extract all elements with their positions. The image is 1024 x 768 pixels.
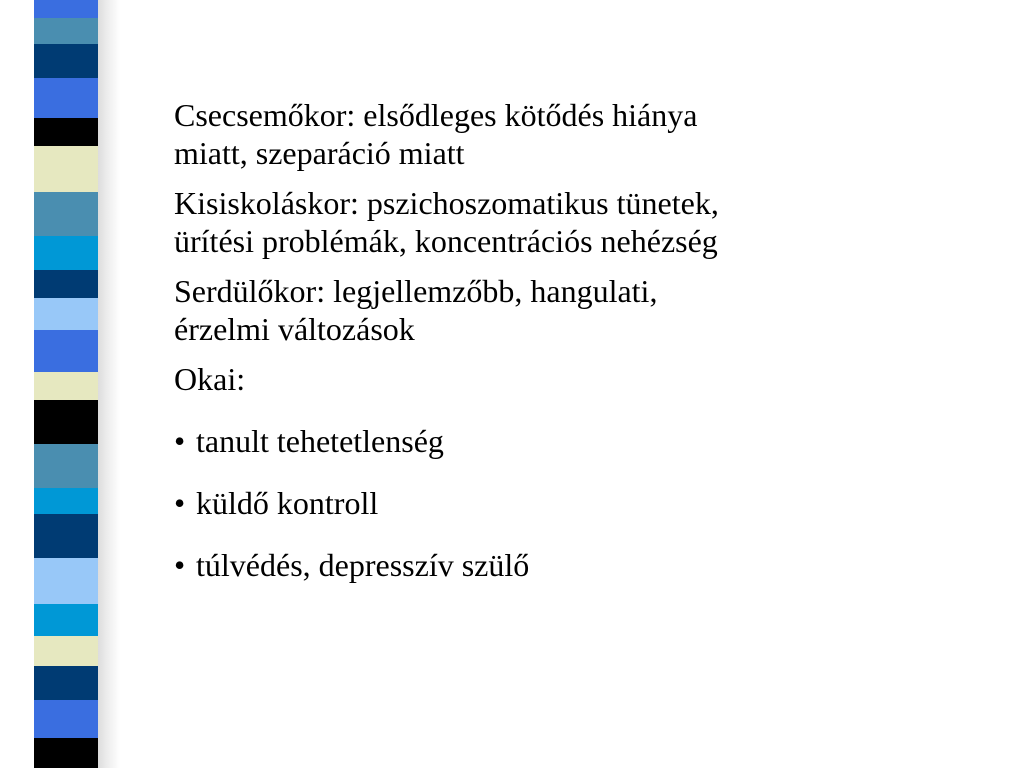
- paragraph-infancy: [174, 96, 894, 172]
- causes-heading: Okai:: [174, 361, 246, 397]
- bullet-icon: •: [174, 423, 186, 459]
- paragraph-school-age: [174, 184, 894, 260]
- paragraph-line: Csecsemőkor: elsődleges kötődés hiánya: [174, 97, 698, 133]
- list-item: [174, 546, 894, 584]
- stripe-segment: [34, 270, 98, 298]
- stripe-segment: [34, 666, 98, 700]
- decorative-stripe-band: [34, 0, 98, 768]
- paragraph-adolescence: [174, 272, 894, 348]
- stripe-segment: [34, 700, 98, 738]
- paragraph-line: miatt, szeparáció miatt: [174, 135, 465, 171]
- stripe-segment: [34, 298, 98, 330]
- paragraph-line: ürítési problémák, koncentrációs nehézség: [174, 223, 718, 259]
- stripe-segment: [34, 636, 98, 666]
- stripe-segment: [34, 372, 98, 400]
- stripe-shadow: [96, 0, 120, 768]
- stripe-segment: [34, 330, 98, 372]
- bullet-text: küldő kontroll: [196, 485, 379, 521]
- bullet-text: túlvédés, depresszív szülő: [196, 547, 530, 583]
- slide-body: [174, 96, 894, 608]
- stripe-segment: [34, 118, 98, 146]
- stripe-segment: [34, 192, 98, 236]
- list-item: [174, 422, 894, 460]
- stripe-segment: [34, 514, 98, 558]
- stripe-segment: [34, 400, 98, 444]
- stripe-segment: [34, 558, 98, 604]
- stripe-segment: [34, 604, 98, 636]
- paragraph-line: Serdülőkor: legjellemzőbb, hangulati,: [174, 273, 658, 309]
- paragraph-line: érzelmi változások: [174, 311, 415, 347]
- paragraph-line: Kisiskoláskor: pszichoszomatikus tünetek,: [174, 185, 719, 221]
- bullet-text: tanult tehetetlenség: [196, 423, 444, 459]
- bullet-icon: •: [174, 485, 186, 521]
- stripe-segment: [34, 44, 98, 78]
- bullet-icon: •: [174, 547, 186, 583]
- stripe-segment: [34, 146, 98, 192]
- stripe-segment: [34, 0, 98, 18]
- stripe-segment: [34, 236, 98, 270]
- list-item: [174, 484, 894, 522]
- stripe-segment: [34, 444, 98, 488]
- stripe-segment: [34, 738, 98, 768]
- stripe-segment: [34, 78, 98, 118]
- stripe-segment: [34, 488, 98, 514]
- stripe-segment: [34, 18, 98, 44]
